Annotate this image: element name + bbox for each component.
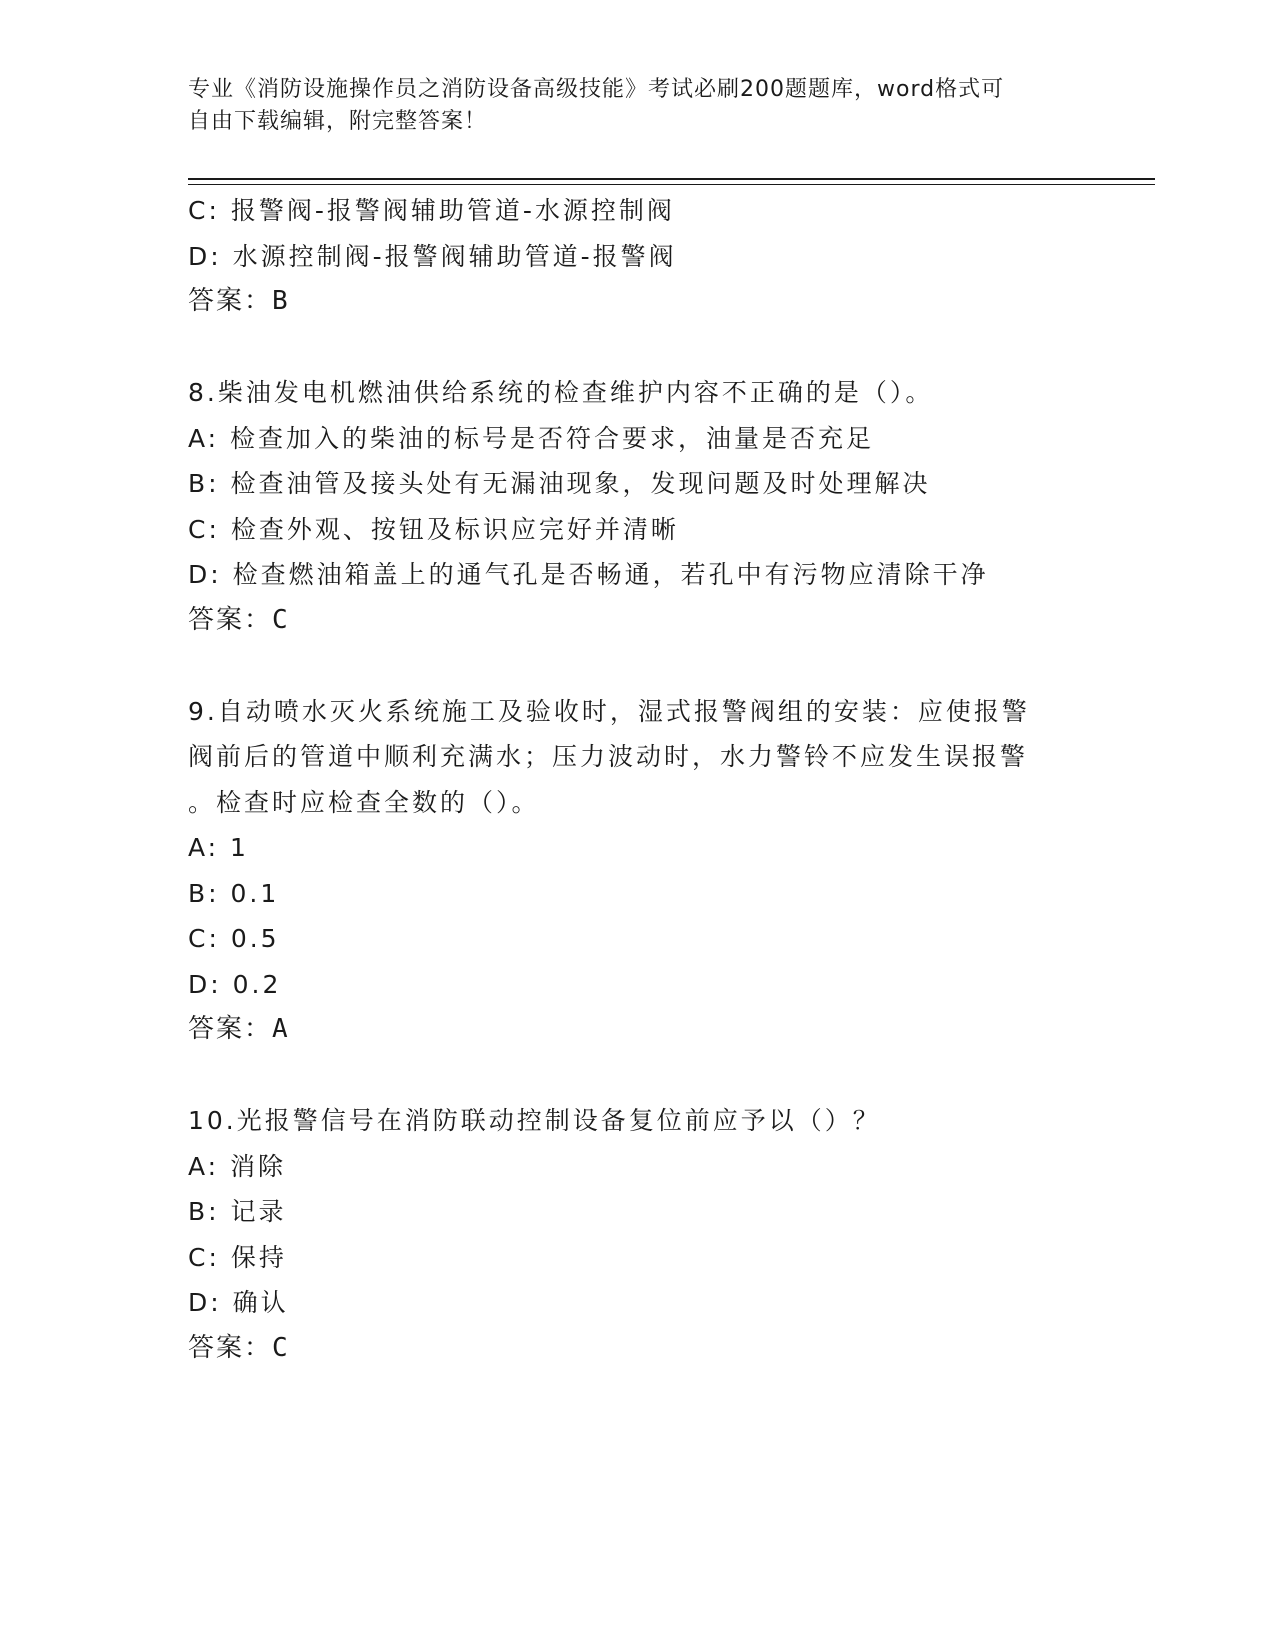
option-c: C: 保持 [188, 1242, 287, 1272]
option-a: A: 1 [188, 833, 249, 862]
answer-label: 答案： [188, 1332, 273, 1363]
header-divider-thin [188, 184, 1155, 185]
answer-value: C [272, 1332, 290, 1363]
answer-value: B [272, 286, 290, 316]
option-d: D: 水源控制阀-报警阀辅助管道-报警阀 [188, 241, 677, 271]
answer-label: 答案： [188, 1014, 273, 1044]
question-9 [188, 689, 1088, 1053]
answer-value: A [272, 1014, 290, 1044]
question-content [188, 188, 1088, 1371]
question-stem-line-3: 。检查时应检查全数的（）。 [188, 787, 540, 817]
question-8 [188, 370, 1088, 643]
spacer [188, 643, 1088, 689]
answer-label: 答案： [188, 604, 273, 635]
header-line-2: 自由下载编辑，附完整答案！ [188, 109, 488, 134]
option-d: D: 确认 [188, 1288, 289, 1317]
option-a: A: 检查加入的柴油的标号是否符合要求，油量是否充足 [188, 423, 875, 453]
question-stem: 8.柴油发电机燃油供给系统的检查维护内容不正确的是（）。 [188, 378, 934, 407]
answer-line [188, 1326, 1088, 1372]
answer-line [188, 279, 1088, 325]
answer-value: C [272, 604, 290, 635]
question-7-continued [188, 188, 1088, 325]
option-a: A: 消除 [188, 1151, 287, 1181]
option-c: C: 报警阀-报警阀辅助管道-水源控制阀 [188, 196, 675, 225]
spacer [188, 1053, 1088, 1099]
document-header [188, 74, 1068, 138]
option-b: B: 记录 [188, 1197, 287, 1226]
answer-line [188, 598, 1088, 644]
question-10 [188, 1098, 1088, 1371]
option-b: B: 检查油管及接头处有无漏油现象，发现问题及时处理解决 [188, 469, 931, 498]
option-c: C: 0.5 [188, 924, 280, 953]
question-stem-line-2: 阀前后的管道中顺利充满水；压力波动时，水力警铃不应发生误报警 [188, 742, 1029, 771]
header-divider-thick [188, 178, 1155, 180]
option-d: D: 检查燃油箱盖上的通气孔是否畅通，若孔中有污物应清除干净 [188, 560, 989, 589]
question-stem-line-1: 9.自动喷水灭火系统施工及验收时，湿式报警阀组的安装：应使报警 [188, 696, 1030, 726]
question-stem: 10.光报警信号在消防联动控制设备复位前应予以（）？ [188, 1106, 881, 1135]
option-c: C: 检查外观、按钮及标识应完好并清晰 [188, 514, 679, 544]
option-d: D: 0.2 [188, 969, 282, 999]
header-line-1: 专业《消防设施操作员之消防设备高级技能》考试必刷200题题库，word格式可 [188, 77, 1005, 102]
answer-label: 答案： [188, 286, 273, 316]
answer-line [188, 1007, 1088, 1053]
spacer [188, 325, 1088, 371]
option-b: B: 0.1 [188, 878, 280, 908]
